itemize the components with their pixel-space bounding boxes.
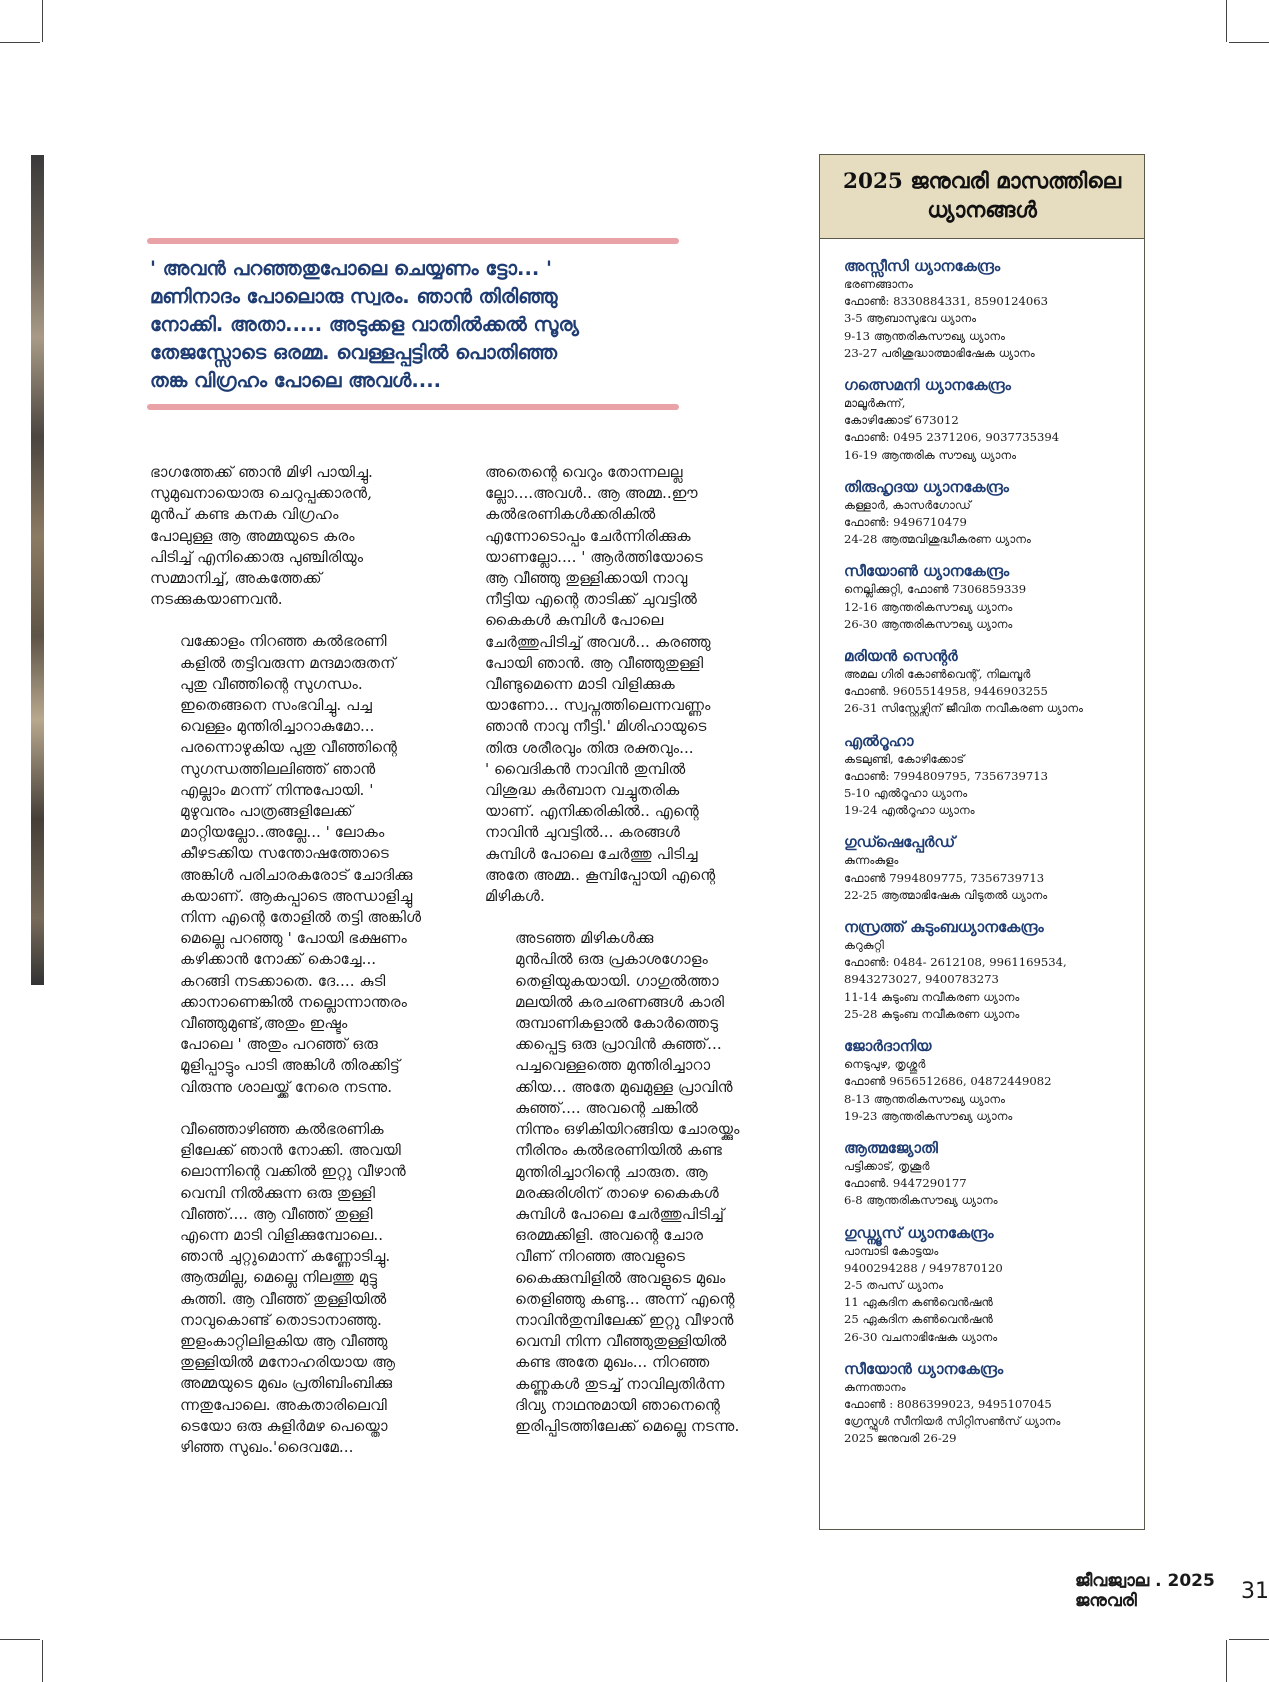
retreat-centre-detail: 22-25 ആത്മാഭിഷേക വിടുതൽ ധ്യാനം <box>844 887 1048 902</box>
article-line: വീണ്ടുമെന്നെ മാടി വിളിക്കുക <box>485 675 675 694</box>
retreat-centre-detail: 26-30 വചനാഭിഷേക ധ്യാനം <box>844 1329 998 1344</box>
retreat-centre-detail: 19-23 ആന്തരികസൗഖ്യ ധ്യാനം <box>844 1108 1013 1123</box>
retreat-centre-name: ആത്മജ്യോതി <box>844 1138 938 1157</box>
article-line: കുഞ്ഞ്.... അവന്റെ ചങ്കിൽ <box>515 1098 699 1117</box>
article-line: കുമ്പിൾ പോലെ ചേർത്തു പിടിച്ച <box>485 844 698 863</box>
article-line: കണ്ട അതേ മുഖം... നിറഞ്ഞ <box>515 1353 710 1372</box>
retreat-centre-detail: 9400294288 / 9497870120 <box>844 1260 1003 1275</box>
article-line: ല്ലോ....അവൾ.. ആ അമ്മ..ഈ <box>485 484 698 503</box>
retreat-centre-detail: 11-14 കുടുംബ നവീകരണ ധ്യാനം <box>844 989 1020 1004</box>
article-column-2 <box>485 462 785 1458</box>
retreat-centre-name: അസ്സീസി ധ്യാനകേന്ദ്രം <box>844 257 1001 275</box>
article-line: ക്കാനാണെങ്കിൽ നല്ലൊന്നാന്തരം <box>180 992 408 1011</box>
article-line: അങ്കിൾ പരിചാരകരോട് ചോദിക്കു <box>180 865 413 884</box>
article-line: കുത്തി. ആ വീഞ്ഞ് തുള്ളിയിൽ <box>180 1289 387 1308</box>
page-footer <box>1075 1571 1269 1611</box>
article-line: ക്കിയ... അതേ മുഖമുള്ള പ്രാവിൻ <box>515 1077 733 1096</box>
article-line: തുള്ളിയിൽ മനോഹരിയായ ആ <box>180 1353 396 1372</box>
retreat-centre-name: മരിയൻ സെന്റർ <box>844 647 958 666</box>
article-line: ഭാഗത്തേക്ക് ഞാൻ മിഴി പായിച്ചു. <box>150 463 373 481</box>
article-line: വക്കോളം നിറഞ്ഞ കൽഭരണി <box>180 632 387 651</box>
article-line: കളിൽ തട്ടിവരുന്ന മന്ദമാരുതന് <box>180 653 396 672</box>
pull-quote-rule-top <box>147 238 679 244</box>
retreat-centre-name: തിരുഹൃദയ ധ്യാനകേന്ദ്രം <box>844 477 1009 496</box>
article-line: നീരിനും കൽഭരണിയിൽ കണ്ട <box>515 1141 723 1160</box>
retreat-centre <box>844 562 1144 633</box>
retreat-centre-detail: ഫോൺ: 0484- 2612108, 9961169534, <box>844 955 1067 970</box>
article-line: വീഞ്ഞ്.... ആ വീഞ്ഞ് തുള്ളി <box>180 1204 373 1223</box>
retreat-centre-detail: കുന്നംകുളം <box>844 853 899 868</box>
article-line: വെമ്പി നിന്ന വീഞ്ഞുതുള്ളിയിൽ <box>515 1332 727 1351</box>
retreat-centre-detail: ഫോൺ: 0495 2371206, 9037735394 <box>844 430 1060 445</box>
article-line: ഇതെങ്ങനെ സംഭവിച്ചു. പച്ച <box>180 696 373 715</box>
article-line: നാവിൻ ചുവട്ടിൽ... കരങ്ങൾ <box>485 823 681 842</box>
article-line: നീട്ടിയ എന്റെ താടിക്ക് ചുവട്ടിൽ <box>485 590 698 609</box>
crop-mark <box>0 42 40 43</box>
retreat-centre-detail: ഫോൺ 7994809775, 7356739713 <box>844 870 1045 885</box>
retreat-centre-detail: 8-13 ആന്തരികസൗഖ്യ ധ്യാനം <box>844 1091 1005 1106</box>
article-column-1 <box>150 462 450 1479</box>
article-line: വീഞ്ഞൊഴിഞ്ഞ കൽഭരണിക <box>180 1119 384 1138</box>
retreat-centre <box>844 833 1144 904</box>
article-line: കൽഭരണികൾക്കരികിൽ <box>485 505 656 524</box>
article-line: പോയി ഞാൻ. ആ വീഞ്ഞുതുള്ളി <box>485 653 704 672</box>
article-line: ഒരമ്മക്കിളി. അവന്റെ ചോര <box>515 1226 704 1245</box>
article-paragraph <box>150 631 450 1097</box>
article-line: കഴിക്കാൻ നോക്ക് കൊച്ചേ... <box>180 950 377 969</box>
publication-title: ജീവജ്വാല . 2025 ജനുവരി <box>1075 1571 1215 1611</box>
retreat-centre-name: ഗുഡ്ന്യൂസ് ധ്യാനകേന്ദ്രം <box>844 1223 994 1242</box>
crop-mark <box>1229 1639 1269 1640</box>
retreat-centre-detail: പാമ്പാടി കോട്ടയം <box>844 1243 939 1258</box>
retreat-centre-name: സീയോൺ ധ്യാനകേന്ദ്രം <box>844 562 1010 581</box>
article-line: യാണല്ലോ.... ' ആർത്തിയോടെ <box>485 547 703 566</box>
retreat-centre-detail: 11 ഏകദിന കൺവെൻഷൻ <box>844 1295 993 1310</box>
retreat-centre <box>844 376 1144 464</box>
pull-quote-line: മണിനാദം പോലൊരു സ്വരം. ഞാൻ തിരിഞ്ഞു <box>150 285 558 308</box>
article-line: യാണോ... സ്വപ്നത്തിലെന്നവണ്ണം <box>485 696 711 715</box>
article-line: മിഴികൾ. <box>485 887 545 906</box>
article-line: ദിവ്യ നാഥനുമായി ഞാനെന്റെ <box>515 1395 721 1414</box>
article-line: യാണ്. എനിക്കരികിൽ.. എന്റെ <box>485 802 699 821</box>
pull-quote <box>150 255 690 395</box>
retreat-centre <box>844 478 1144 549</box>
article-line: വീഞ്ഞുമുണ്ട്,അതും ഇഷ്ടം <box>180 1014 348 1033</box>
retreat-centre-detail: ഫോൺ. 9605514958, 9446903255 <box>844 684 1048 699</box>
article-line: മരക്കുരിശിന് താഴെ കൈകൾ <box>515 1183 719 1202</box>
article-line: ' വൈദികൻ നാവിൻ തുമ്പിൽ <box>485 759 686 778</box>
article-line: വീണ് നിറഞ്ഞ അവളുടെ <box>515 1247 685 1266</box>
article-line: കയാണ്. ആകപ്പാടെ അന്ധാളിച്ചു <box>180 886 413 905</box>
article-line: ഴിഞ്ഞ സുഖം.'ദൈവമേ... <box>180 1437 354 1456</box>
retreat-centre-name: സീയോൻ ധ്യാനകേന്ദ്രം <box>844 1359 1004 1378</box>
article-line: ആ വീഞ്ഞു തുള്ളിക്കായി നാവു <box>485 569 688 588</box>
retreat-centre-detail: 26-31 സിസ്റ്റേഴ്സിന് ജീവിത നവീകരണ ധ്യാനം <box>844 701 1083 716</box>
article-line: എന്നോടൊപ്പം ചേർന്നിരിക്കുക <box>485 526 691 545</box>
article-line: ചേർത്തുപിടിച്ച് അവൾ... കരഞ്ഞു <box>485 632 711 651</box>
article-line: മാറ്റിയല്ലോ..അല്ലേ... ' ലോകം <box>180 823 385 842</box>
retreat-centre-detail: ഫോൺ: 9496710479 <box>844 515 967 530</box>
retreat-centre-name: ഗുഡ്ഷെപ്പേർഡ് <box>844 833 956 852</box>
retreat-centre <box>844 1139 1144 1210</box>
article-line: ആരുമില്ല, മെല്ലെ നിലത്തു മുട്ടു <box>180 1268 378 1287</box>
article-line: ഇളംകാറ്റിലിളകിയ ആ വീഞ്ഞു <box>180 1331 388 1350</box>
article-line: തെളിഞ്ഞു കണ്ടു... അന്ന് എന്റെ <box>515 1289 735 1308</box>
retreat-centre-detail: ഗ്രേസ്ഫുൾ സീനിയർ സിറ്റിസൺസ് ധ്യാനം <box>844 1414 1061 1429</box>
article-line: എല്ലാം മറന്ന് നിന്നുപോയി. ' <box>180 780 374 799</box>
article-paragraph <box>150 1119 450 1458</box>
retreat-centre-detail: 6-8 ആന്തരികസൗഖ്യ ധ്യാനം <box>844 1193 998 1208</box>
retreat-centre-detail: 25-28 കുടുംബ നവീകരണ ധ്യാനം <box>844 1006 1020 1021</box>
retreat-centre-detail: മാലൂർകുന്ന്, <box>844 396 906 411</box>
article-line: എന്നെ മാടി വിളിക്കുമ്പോലെ.. <box>180 1225 384 1244</box>
article-line: പോലുള്ള ആ അമ്മയുടെ കരം <box>150 526 355 545</box>
retreat-centre-detail: ഫോൺ. 9447290177 <box>844 1176 967 1191</box>
article-line: ഇരിപ്പിടത്തിലേക്ക് മെല്ലെ നടന്നു. <box>515 1416 740 1435</box>
article-line: രുമ്പാണികളാൽ കോർത്തെടു <box>515 1014 719 1033</box>
pull-quote-line: ' അവൻ പറഞ്ഞതുപോലെ ചെയ്യണം ട്ടോ... ' <box>150 257 553 280</box>
crop-mark <box>42 0 43 42</box>
retreat-centre-detail: ഫോൺ : 8086399023, 9495107045 <box>844 1396 1052 1411</box>
crop-mark <box>0 1639 40 1640</box>
retreat-centre <box>844 647 1144 718</box>
article-line: കറങ്ങി നടക്കാതെ. ദേ.... കുടി <box>180 971 386 990</box>
article-line: മൂളിപ്പാട്ടും പാടി അങ്കിൾ തിരക്കിട്ട് <box>180 1056 400 1075</box>
photo-edge <box>31 155 44 985</box>
article-line: ളിലേക്ക് ഞാൻ നോക്കി. അവയി <box>180 1141 401 1160</box>
retreat-centre-detail: കുന്നന്താനം <box>844 1379 906 1394</box>
article-line: വിരുന്നു ശാലയ്ക്ക് നേരെ നടന്നു. <box>180 1077 393 1096</box>
retreat-centre-detail: 2025 ജനുവരി 26-29 <box>844 1431 957 1446</box>
retreat-centre-name: ജോർദാനിയ <box>844 1037 932 1056</box>
article-line: പിടിച്ച് എനിക്കൊരു പുഞ്ചിരിയും <box>150 547 364 566</box>
retreat-centre-detail: 2-5 തപസ് ധ്യാനം <box>844 1277 944 1292</box>
crop-mark <box>1226 0 1227 42</box>
article-line: ലൊന്നിന്റെ വക്കിൽ ഇറ്റു വീഴാൻ <box>180 1162 406 1181</box>
article-line: തെളിയുകയായി. ഗാഗുൽത്താ <box>515 971 719 990</box>
retreat-centre <box>844 1360 1144 1448</box>
article-line: കൈക്കുമ്പിളിൽ അവളുടെ മുഖം <box>515 1268 726 1287</box>
article-line: നാവിൻതുമ്പിലേക്ക് ഇറ്റു വീഴാൻ <box>515 1310 734 1329</box>
retreat-centre <box>844 918 1144 1023</box>
retreat-centre-detail: കോഴിക്കോട് 673012 <box>844 413 959 428</box>
article-line: സുമുഖനായൊരു ചെറുപ്പക്കാരൻ, <box>150 484 373 503</box>
article-line: ക്കപ്പെട്ട ഒരു പ്രാവിൻ കുഞ്ഞ്... <box>515 1035 722 1054</box>
crop-mark <box>1226 1640 1227 1682</box>
pull-quote-line: തങ്ക വിഗ്രഹം പോലെ അവൾ.... <box>150 369 442 392</box>
retreat-centre-detail: ഫോൺ: 8330884331, 8590124063 <box>844 294 1049 309</box>
retreat-centre-name: എൽറൂഹാ <box>844 731 914 750</box>
retreat-centre-detail: 16-19 ആന്തരിക സൗഖ്യ ധ്യാനം <box>844 447 1017 462</box>
retreat-centre-detail: നെടുപുഴ, തൃശ്ശൂർ <box>844 1057 926 1072</box>
page-number: 31 <box>1241 1578 1269 1604</box>
retreat-centre-detail: ഭരണങ്ങാനം <box>844 277 913 291</box>
article-line: കീഴടക്കിയ സന്തോഷത്തോടെ <box>180 844 389 863</box>
article-line: സുഗന്ധത്തിലലിഞ്ഞ് ഞാൻ <box>180 759 376 778</box>
retreat-schedule-title <box>820 155 1144 239</box>
retreat-centre-name: ഗത്സെമനി ധ്യാനകേന്ദ്രം <box>844 376 1011 395</box>
pull-quote-rule-bottom <box>147 404 679 410</box>
retreat-centre-detail: കടലുണ്ടി, കോഴിക്കോട് <box>844 751 965 766</box>
article-line: ഞാൻ ചുറ്റുമൊന്ന് കണ്ണോടിച്ചു. <box>180 1247 391 1266</box>
article-line: നാവുകൊണ്ട് തൊടാനാഞ്ഞു. <box>180 1310 382 1329</box>
article-line: കണ്ണുകൾ തുടച്ച് നാവിലുതിർന്ന <box>515 1374 725 1393</box>
article-line: പുതു വീഞ്ഞിന്റെ സുഗന്ധം. <box>180 674 363 693</box>
article-line: മുൻപിൽ ഒരു പ്രകാശഗോളം <box>515 950 708 969</box>
retreat-centre-detail: പട്ടിക്കാട്, തൃശൂർ <box>844 1158 930 1173</box>
retreat-centre <box>844 257 1144 362</box>
article-line: മുന്തിരിച്ചാറിന്റെ ചാരുത. ആ <box>515 1162 708 1181</box>
article-line: ഞാൻ നാവു നീട്ടി.' മിശിഹായുടെ <box>485 717 707 736</box>
article-line: ന്നതുപോലെ. അകതാരിലെവി <box>180 1395 387 1414</box>
retreat-centre-list <box>820 239 1144 1448</box>
article-line: മെല്ലെ പറഞ്ഞു ' പോയി ഭക്ഷണം <box>180 929 407 948</box>
article-line: പരന്നൊഴുകിയ പുതു വീഞ്ഞിന്റെ <box>180 738 398 757</box>
retreat-centre-detail: 25 ഏകദിന കൺവെൻഷൻ <box>844 1312 993 1327</box>
article-line: അതേ അമ്മ.. കൂമ്പിപ്പോയി എന്റെ <box>485 865 716 884</box>
retreat-centre-detail: 19-24 എൽറൂഹാ ധ്യാനം <box>844 803 975 818</box>
retreat-schedule-title-line: ധ്യാനങ്ങൾ <box>927 198 1037 223</box>
crop-mark <box>1229 42 1269 43</box>
article-line: അമ്മയുടെ മുഖം പ്രതിബിംബിക്കു <box>180 1374 393 1393</box>
article-line: പോലെ ' അതും പറഞ്ഞ് ഒരു <box>180 1035 378 1054</box>
article-line: മുൻപ് കണ്ട കനക വിഗ്രഹം <box>150 505 339 524</box>
retreat-centre-detail: കള്ളാർ, കാസർഗോഡ് <box>844 497 971 512</box>
article-line: നിന്ന എന്റെ തോളിൽ തട്ടി അങ്കിൾ <box>180 908 422 927</box>
article-line: വെള്ളം മുന്തിരിച്ചാറാകുമോ... <box>180 717 375 736</box>
article-line: മലയിൽ കരചരണങ്ങൾ കാരി <box>515 992 724 1011</box>
article-line: തിരു ശരീരവും തിരു രക്തവും... <box>485 738 694 757</box>
retreat-centre-detail: 3-5 ആബാസുഭവ ധ്യാനം <box>844 311 977 326</box>
retreat-centre-name: നസ്രത്ത് കുടുംബധ്യാനകേന്ദ്രം <box>844 918 1044 937</box>
retreat-centre-detail: ഫോൺ: 7994809795, 7356739713 <box>844 768 1049 783</box>
retreat-centre-detail: 12-16 ആന്തരികസൗഖ്യ ധ്യാനം <box>844 599 1013 614</box>
crop-mark <box>42 1640 43 1682</box>
article-line: അതെന്റെ വെറും തോന്നലല്ല <box>485 463 683 481</box>
retreat-schedule-box <box>819 154 1145 1530</box>
retreat-centre-detail: 24-28 ആത്മവിശുദ്ധീകരണ ധ്യാനം <box>844 532 1031 547</box>
article-line: വെമ്പി നിൽക്കുന്ന ഒരു തുള്ളി <box>180 1183 375 1202</box>
retreat-schedule-title-line: 2025 ജനുവരി മാസത്തിലെ <box>843 169 1121 194</box>
article-paragraph <box>485 928 785 1437</box>
retreat-centre-detail: 5-10 എൽറൂഹാ ധ്യാനം <box>844 786 968 801</box>
article-line: സമ്മാനിച്ച്, അകത്തേക്ക് <box>150 569 322 588</box>
retreat-centre-detail: 9-13 ആന്തരികസൗഖ്യ ധ്യാനം <box>844 328 1005 343</box>
retreat-centre-detail: 23-27 പരിശുദ്ധാത്മാഭിഷേക ധ്യാനം <box>844 345 1035 360</box>
article-line: കൈകൾ കുമ്പിൾ പോലെ <box>485 611 664 630</box>
article-line: ടെയോ ഒരു കുളിർമഴ പെയ്തൊ <box>180 1416 388 1435</box>
article-line: വിശുദ്ധ കുർബാന വച്ചുതരിക <box>485 781 680 800</box>
pull-quote-line: തേജസ്സോടെ ഒരമ്മ. വെള്ളപ്പട്ടിൽ പൊതിഞ്ഞ <box>150 341 558 364</box>
retreat-centre <box>844 1037 1144 1125</box>
retreat-centre-detail: 26-30 ആന്തരികസൗഖ്യ ധ്യാനം <box>844 616 1013 631</box>
article-line: നടക്കുകയാണവൻ. <box>150 590 283 609</box>
article-paragraph <box>485 462 785 907</box>
retreat-centre-detail: നെല്ലിക്കുറ്റി, ഫോൺ 7306859339 <box>844 582 1027 597</box>
article-line: മുഴുവനും പാത്രങ്ങളിലേക്ക് <box>180 802 353 821</box>
retreat-centre-detail: കറുകുറ്റി <box>844 938 884 953</box>
article-paragraph <box>150 462 450 610</box>
article-line: അടഞ്ഞ മിഴികൾക്കു <box>515 929 654 948</box>
retreat-centre <box>844 732 1144 820</box>
retreat-centre-detail: അമല ഗിരി കോൺവെന്റ്, നിലമ്പൂർ <box>844 667 1031 682</box>
article-line: പച്ചവെള്ളത്തെ മുന്തിരിച്ചാറാ <box>515 1056 711 1075</box>
pull-quote-line: നോക്കി. അതാ..... അടുക്കള വാതിൽക്കൽ സൂര്യ <box>150 313 579 336</box>
retreat-centre <box>844 1224 1144 1346</box>
article-line: നിന്നും ഒഴികിയിറങ്ങിയ ചോരയ്ക്കും <box>515 1120 740 1139</box>
retreat-centre-detail: ഫോൺ 9656512686, 04872449082 <box>844 1074 1052 1089</box>
article-line: കുമ്പിൾ പോലെ ചേർത്തുപിടിച്ച് <box>515 1204 725 1223</box>
retreat-centre-detail: 8943273027, 9400783273 <box>844 972 999 987</box>
